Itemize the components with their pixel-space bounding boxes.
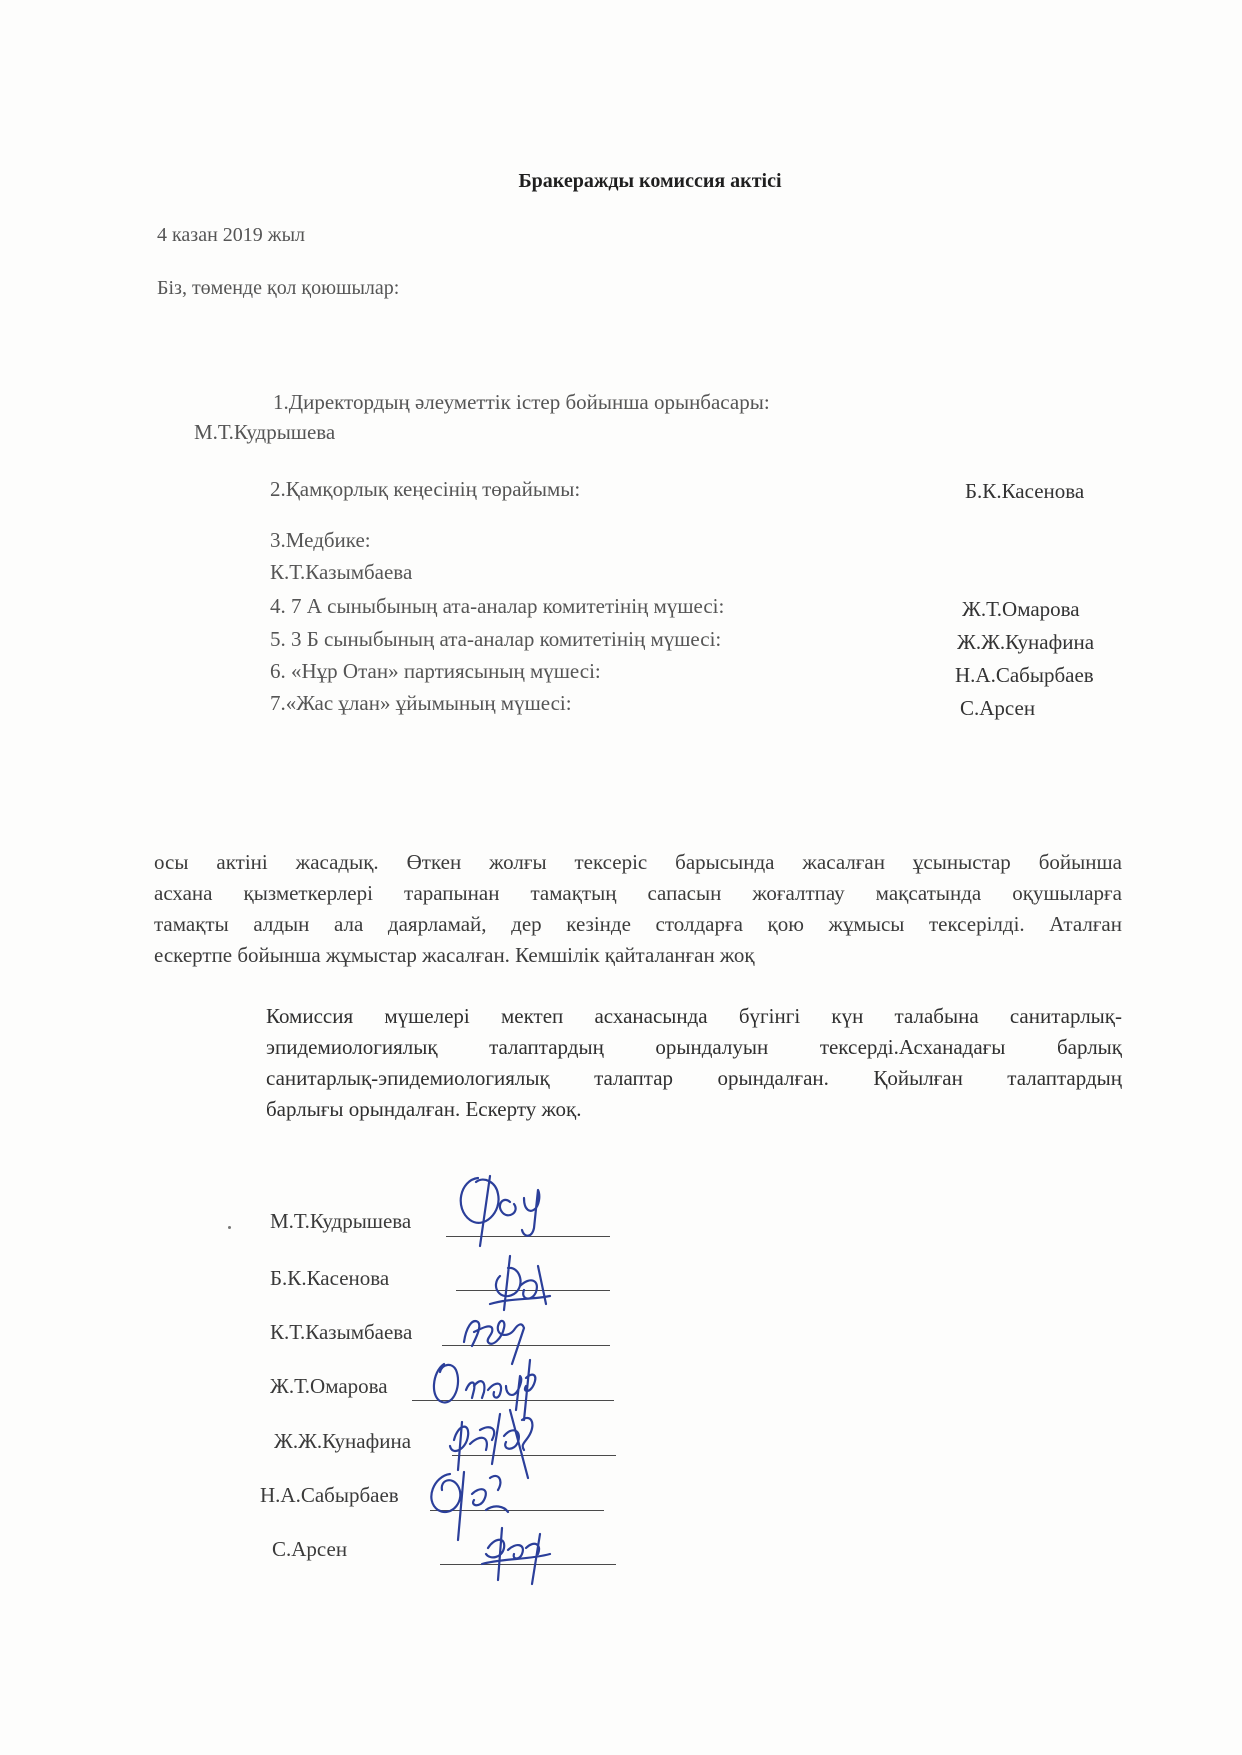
member-6-role: 6. «Нұр Отан» партиясының мүшесі: xyxy=(270,659,601,683)
handwritten-signature-1 xyxy=(440,1168,560,1248)
signature-name-7: С.Арсен xyxy=(272,1537,348,1561)
body-paragraph-1 xyxy=(154,847,1122,971)
signature-name-1: М.Т.Кудрышева xyxy=(270,1209,412,1233)
member-2-name: Б.К.Касенова xyxy=(965,479,1085,503)
body-paragraph-2-line: эпидемиологиялық талаптардың орындалуын тексерді.Асханадағы барлық xyxy=(266,1035,1122,1059)
member-6-name: Н.А.Сабырбаев xyxy=(955,663,1094,687)
signature-name-5: Ж.Ж.Кунафина xyxy=(274,1429,412,1453)
signature-name-6: Н.А.Сабырбаев xyxy=(260,1483,399,1507)
body-paragraph-1-line: асхана қызметкерлері тарапынан тамақтың сапасын жоғалтпау мақсатында оқушыларға xyxy=(154,881,1122,905)
member-1-name: М.Т.Кудрышева xyxy=(194,420,336,444)
body-paragraph-1-line: осы актіні жасадық. Өткен жолғы тексеріс барысында жасалған ұсыныстар бойынша xyxy=(154,850,1122,874)
signature-name-4: Ж.Т.Омарова xyxy=(270,1374,388,1398)
member-7-role: 7.«Жас ұлан» ұйымының мүшесі: xyxy=(270,691,572,715)
body-paragraph-2-line: барлығы орындалған. Ескерту жоқ. xyxy=(266,1097,582,1121)
signature-name-3: К.Т.Казымбаева xyxy=(270,1320,413,1344)
bullet-dot xyxy=(228,1226,231,1229)
member-5-name: Ж.Ж.Кунафина xyxy=(957,630,1095,654)
body-paragraph-1-line: тамақты алдын ала даярламай, дер кезінде столдарға қою жұмысы тексерілді. Аталған xyxy=(154,912,1122,936)
body-paragraph-1-line: ескертпе бойынша жұмыстар жасалған. Кемшілік қайталанған жоқ xyxy=(154,943,755,967)
handwritten-signature-7 xyxy=(474,1508,564,1586)
intro-text: Біз, төменде қол қоюшылар: xyxy=(157,277,400,299)
member-3-name: К.Т.Казымбаева xyxy=(270,560,413,584)
signature-name-2: Б.К.Касенова xyxy=(270,1266,390,1290)
document-title: Бракеражды комиссия актісі xyxy=(518,170,782,192)
member-5-role: 5. 3 Б сыныбының ата-аналар комитетінің мүшесі: xyxy=(270,627,722,651)
member-4-role: 4. 7 А сыныбының ата-аналар комитетінің мүшесі: xyxy=(270,594,725,618)
member-7-name: С.Арсен xyxy=(960,696,1036,720)
member-1-role: 1.Директордың әлеуметтік істер бойынша орынбасары: xyxy=(273,390,770,414)
body-paragraph-2-line: санитарлық-эпидемиологиялық талаптар орындалған. Қойылған талаптардың xyxy=(266,1066,1122,1090)
document-date: 4 казан 2019 жыл xyxy=(157,224,306,246)
body-paragraph-2 xyxy=(266,1001,1122,1125)
member-4-name: Ж.Т.Омарова xyxy=(962,597,1080,621)
body-paragraph-2-line: Комиссия мүшелері мектеп асханасында бүгінгі күн талабына санитарлық- xyxy=(266,1004,1122,1028)
member-2-role: 2.Қамқорлық кеңесінің төрайымы: xyxy=(270,477,581,501)
member-3-role: 3.Медбике: xyxy=(270,528,371,552)
